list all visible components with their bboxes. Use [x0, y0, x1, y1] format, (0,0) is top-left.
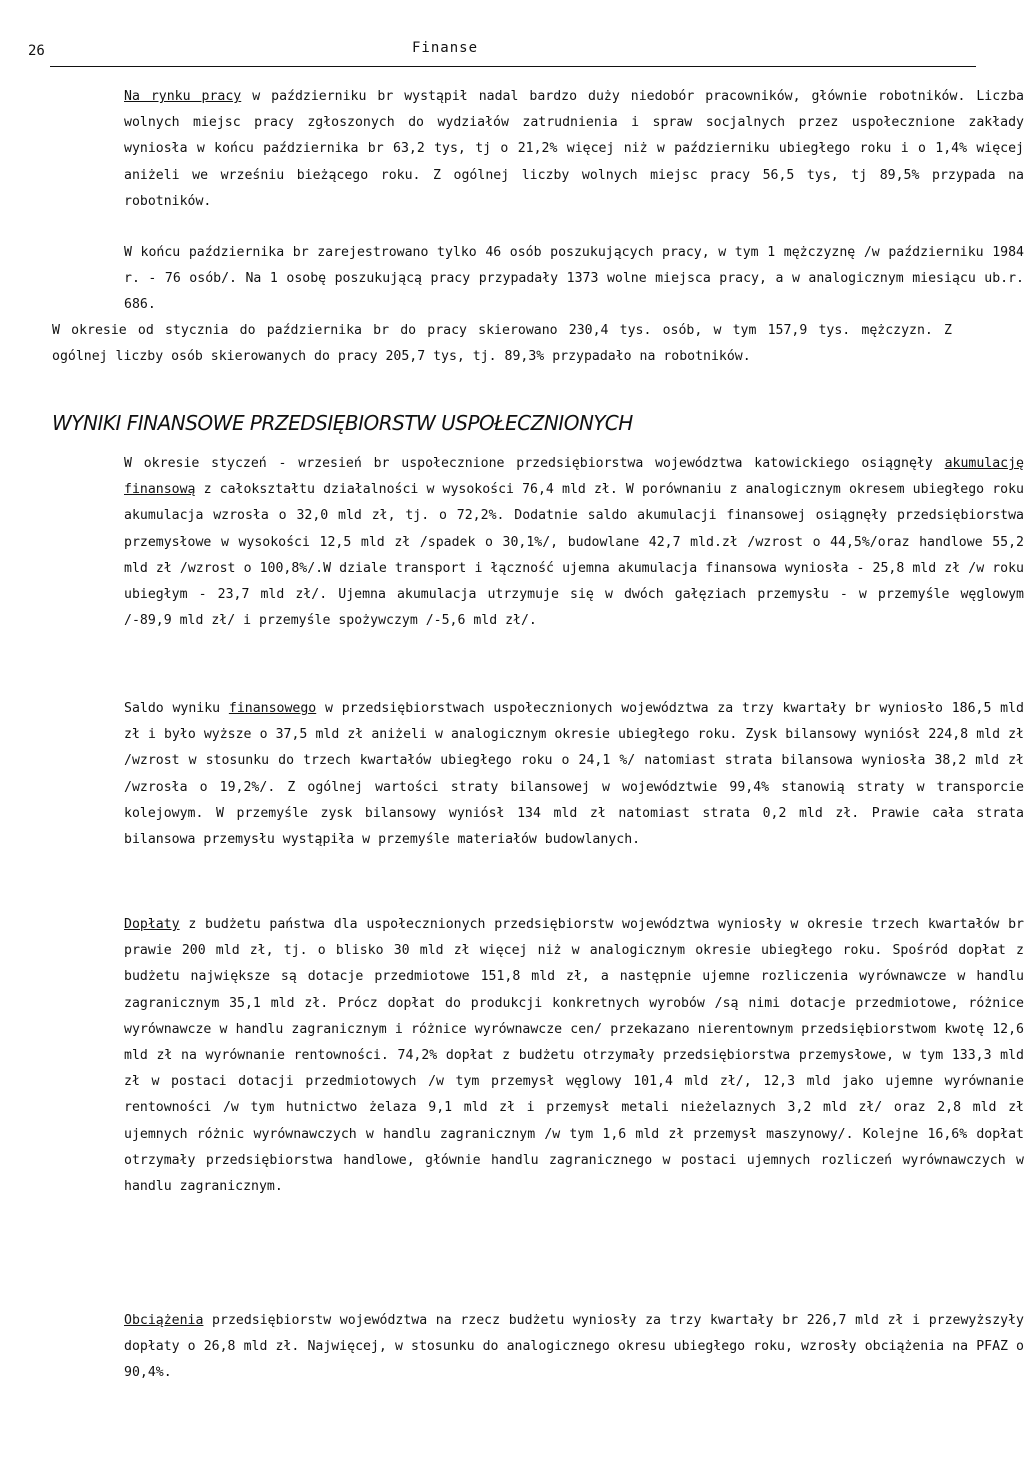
paragraph-financial-result [52, 696, 1024, 853]
paragraph-text: Saldo wyniku [124, 701, 229, 716]
section-heading: WYNIKI FINANSOWE PRZEDSIĘBIORSTW USPOŁECZNIONYCH [52, 411, 633, 435]
paragraph-text: z budżetu państwa dla uspołecznionych przedsiębiorstw województwa wyniosły w okresie trzech kwartałów br prawie 200 mld zł, tj. o blisko 30 mld zł więcej niż w analogicznym okresie ubiegłego roku. Spośród dopłat z budżetu największe są dotacje przedmiotowe 151,8 mld zł, a następnie ujemne rozliczenia wyrównawcze w handlu zagranicznym 35,1 mld zł. Prócz dopłat do produkcji konkretnych wyrobów /są nimi dotacje przedmiotowe, różnice wyrównawcze w handlu zagranicznym i różnice wyrównawcze cen/ przekazano nierentownym przedsiębiorstwom kwotę 12,6 mld zł na wyrównanie rentowności. 74,2% dopłat z budżetu otrzymały przedsiębiorstwa przemysłowe, w tym 133,3 mld zł w postaci dotacji przedmiotowych /w tym przemysł węglowy 101,4 mld zł/, 12,3 mld jako ujemne wyrównanie rentowności /w tym hutnictwo żelaza 9,1 mld zł i przemysł metali nieżelaznych 3,2 mld zł/ oraz 2,8 mld zł ujemnych różnic wyrównawczych w handlu zagranicznym /w tym 1,6 mld zł przemysł maszynowy/. Kolejne 16,6% dopłat otrzymały przedsiębiorstwa handlowe, głównie handlu zagranicznego w postaci ujemnych rozliczeń wyrównawczych w handlu zagranicznym. [124, 917, 1024, 1195]
underlined-lead-labour-market: Na rynku pracy [124, 89, 242, 104]
paragraph-text: w październiku br wystąpił nadal bardzo duży niedobór pracowników, głównie robotników. Liczba wolnych miejsc pracy zgłoszonych do wydziałów zatrudnienia i spraw socjalnych przez uspołecznione zakłady wyniosła w końcu października br 63,2 tys, tj o 21,2% więcej niż w październiku ubiegłego roku i o 1,4% więcej aniżeli we wrześniu bieżącego roku. Z ogólnej liczby wolnych miejsc pracy 56,5 tys, tj 89,5% przypada na robotników. [124, 89, 1024, 209]
underlined-term-subsidies: Dopłaty [124, 917, 180, 932]
paragraph-job-seekers: W końcu października br zarejestrowano tylko 46 osób poszukujących pracy, w tym 1 mężczyznę /w październiku 1984 r. - 76 osób/. Na 1 osobę poszukującą pracy przypadały 1373 wolne miejsca pracy, a w analogicznym miesiącu ub.r. 686. [124, 245, 1024, 313]
paragraph-charges [52, 1308, 1024, 1387]
underlined-term-charges: Obciążenia [124, 1313, 204, 1328]
paragraph-subsidies [52, 912, 1024, 1200]
page-number: 26 [28, 43, 45, 59]
running-head: Finanse [412, 40, 479, 56]
paragraph-labour-market [52, 84, 1024, 215]
paragraph-referrals: W okresie od stycznia do października br do pracy skierowano 230,4 tys. osób, w tym 157,9 tys. mężczyzn. Z ogólnej liczby osób skierowanych do pracy 205,7 tys, tj. 89,3% przypadało na robotników. [52, 323, 952, 365]
paragraph-text: W okresie styczeń - wrzesień br uspołecznione przedsiębiorstwa województwa katowickiego osiągnęły [124, 456, 945, 471]
header-rule [50, 66, 976, 67]
underlined-term-financial: finansowego [228, 701, 317, 716]
underlined-term-accumulation: akumulację finansową [124, 456, 1024, 498]
paragraph-accumulation [52, 451, 1024, 634]
paragraph-text: z całokształtu działalności w wysokości 76,4 mld zł. W porównaniu z analogicznym okresem ubiegłego roku akumulacja wzrosła o 32,0 mld zł, tj. o 72,2%. Dodatnie saldo akumulacji finansowej osiągnęły przedsiębiorstwa przemysłowe w wysokości 12,5 mld zł /spadek o 30,1%/, budowlane 42,7 mld.zł /wzrost o 44,5%/oraz handlowe 55,2 mld zł /wzrost o 100,8%/.W dziale transport i łączność ujemna akumulacja finansowa wyniosła - 25,8 mld zł /w roku ubiegłym - 23,7 mld zł/. Ujemna akumulacja utrzymuje się w dwóch gałęziach przemysłu - w przemyśle węglowym /-89,9 mld zł/ i przemyśle spożywczym /-5,6 mld zł/. [124, 482, 1024, 629]
paragraph-text: w przedsiębiorstwach uspołecznionych województwa za trzy kwartały br wyniosło 186,5 mld zł i było wyższe o 37,5 mld zł aniżeli w analogicznym okresie ubiegłego roku. Zysk bilansowy wyniósł 224,8 mld zł /wzrost w stosunku do trzech kwartałów ubiegłego roku o 24,1 %/ natomiast strata bilansowa wyniosła 38,2 mld zł /wzrosła o 19,2%/. Z ogólnej wartości straty bilansowej w województwie 99,4% stanowią straty w transporcie kolejowym. W przemyśle zysk bilansowy wyniósł 134 mld zł natomiast strata 0,2 mld zł. Prawie cała strata bilansowa przemysłu wystąpiła w przemyśle materiałów budowlanych. [124, 701, 1024, 848]
paragraph-text: przedsiębiorstw województwa na rzecz budżetu wyniosły za trzy kwartały br 226,7 mld zł i przewyższyły dopłaty o 26,8 mld zł. Najwięcej, w stosunku do analogicznego okresu ubiegłego roku, wzrosły obciążenia na PFAZ o 90,4%. [124, 1313, 1024, 1381]
